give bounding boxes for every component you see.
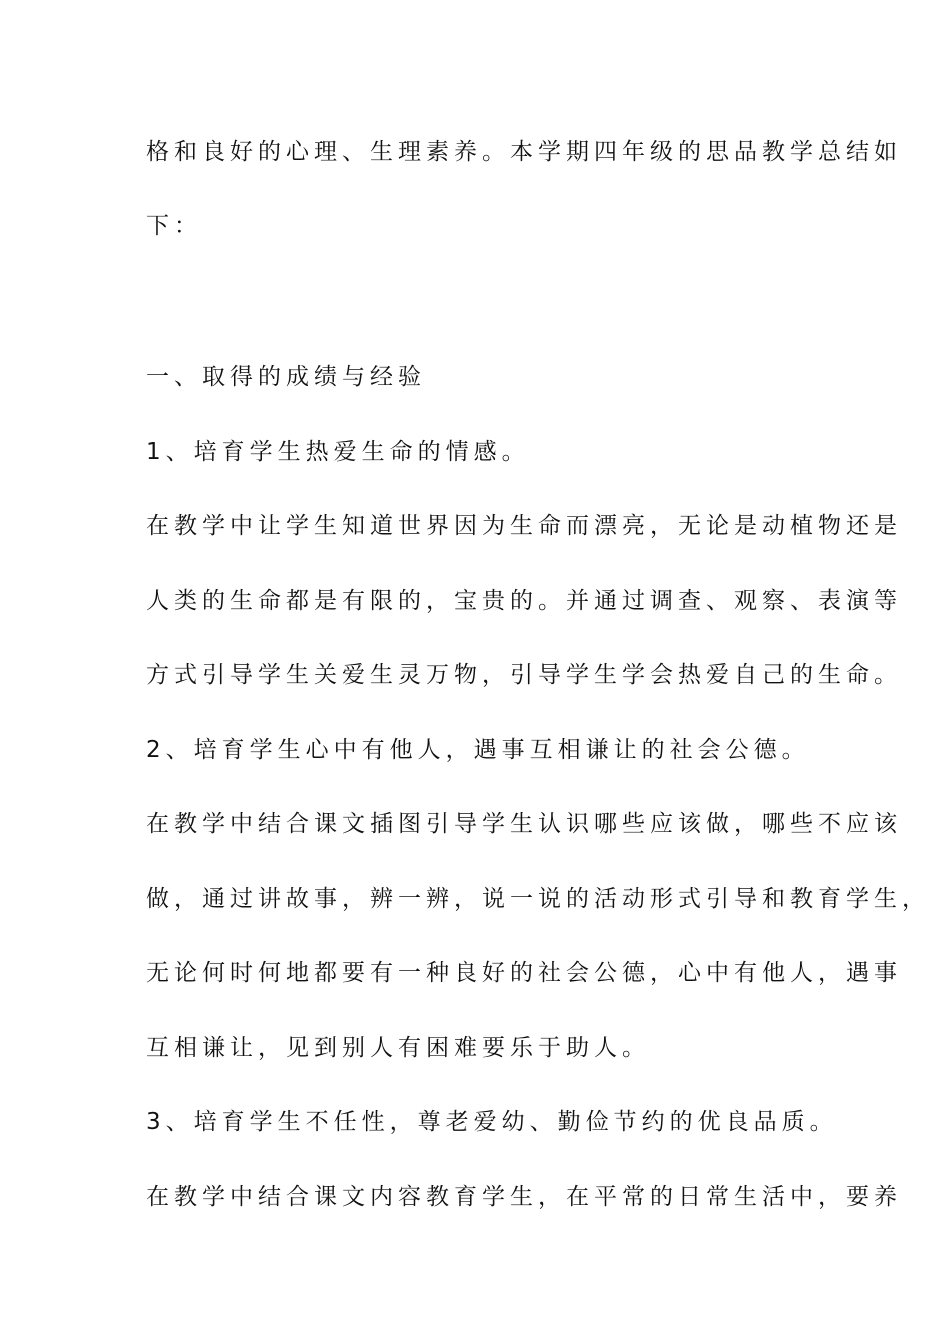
body-line: 互相谦让，见到别人有困难要乐于助人。 xyxy=(146,1035,650,1061)
body-line: 在教学中让学生知道世界因为生命而漂亮，无论是动植物还是 xyxy=(146,513,902,539)
body-line: 在教学中结合课文插图引导学生认识哪些应该做，哪些不应该 xyxy=(146,811,902,837)
paragraph-line-continuation: 格和良好的心理、生理素养。本学期四年级的思品教学总结如 xyxy=(146,139,902,165)
subheading-1: 1、培育学生热爱生命的情感。 xyxy=(146,439,530,465)
subheading-3: 3、培育学生不任性，尊老爱幼、勤俭节约的优良品质。 xyxy=(146,1109,838,1135)
body-line: 做，通过讲故事，辨一辨，说一说的活动形式引导和教育学生， xyxy=(146,886,930,912)
body-line: 在教学中结合课文内容教育学生，在平常的日常生活中，要养 xyxy=(146,1184,902,1210)
section-heading: 一、取得的成绩与经验 xyxy=(146,364,426,390)
body-line: 无论何时何地都要有一种良好的社会公德，心中有他人，遇事 xyxy=(146,960,902,986)
body-line: 人类的生命都是有限的，宝贵的。并通过调查、观察、表演等 xyxy=(146,588,902,614)
body-line: 方式引导学生关爱生灵万物，引导学生学会热爱自己的生命。 xyxy=(146,662,902,688)
subheading-2: 2、培育学生心中有他人，遇事互相谦让的社会公德。 xyxy=(146,737,810,763)
paragraph-line-continuation-end: 下： xyxy=(146,213,202,239)
